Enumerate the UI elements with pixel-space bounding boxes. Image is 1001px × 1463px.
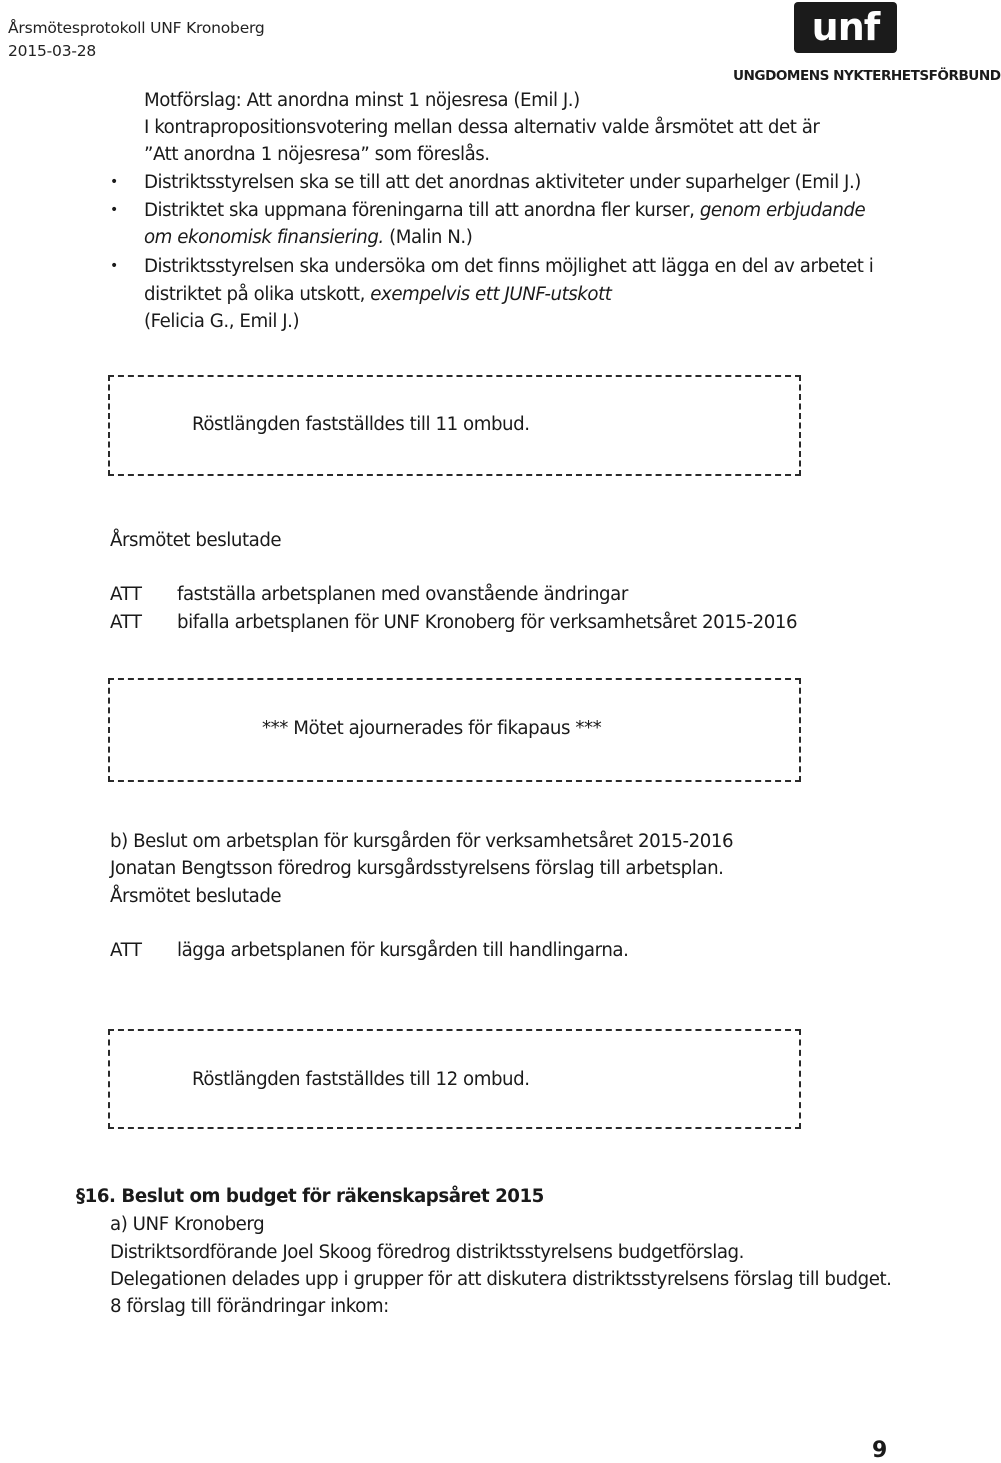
section-16-line-3: Delegationen delades upp i grupper för att diskutera distriktsstyrelsens förslag till budget. bbox=[110, 1269, 892, 1290]
bullet-2-normal: Distriktet ska uppmana föreningarna till att anordna fler kurser, bbox=[144, 200, 700, 221]
page-number: 9 bbox=[872, 1438, 888, 1463]
votes-box-2-text: Röstlängden fastställdes till 12 ombud. bbox=[192, 1069, 530, 1090]
bullet-2-italic-2: om ekonomisk finansiering. bbox=[144, 227, 384, 248]
bullet-3-normal: distriktet på olika utskott, bbox=[144, 284, 371, 305]
bullet-3-line-1: Distriktsstyrelsen ska undersöka om det finns möjlighet att lägga en del av arbetet i bbox=[144, 256, 874, 277]
att-text: bifalla arbetsplanen för UNF Kronoberg för verksamhetsåret 2015-2016 bbox=[177, 612, 798, 633]
votes-box-2 bbox=[108, 1029, 801, 1129]
bullet-1-text: Distriktsstyrelsen ska se till att det anordnas aktiviteter under suparhelger (Emil J.) bbox=[144, 172, 861, 193]
bullet-2-normal-2: (Malin N.) bbox=[383, 227, 473, 248]
bullet-2-line-1 bbox=[144, 197, 865, 225]
votes-box-1-text: Röstlängden fastställdes till 11 ombud. bbox=[192, 414, 530, 435]
bullet-icon: • bbox=[110, 258, 119, 274]
bullet-3-italic: exempelvis ett JUNF-utskott bbox=[370, 284, 612, 305]
intro-line-3: ”Att anordna 1 nöjesresa” som föreslås. bbox=[144, 144, 490, 165]
document-date: 2015-03-28 bbox=[8, 42, 97, 60]
att-label: ATT bbox=[110, 940, 142, 961]
bullet-3-line-2 bbox=[144, 281, 611, 309]
att-text: fastställa arbetsplanen med ovanstående ändringar bbox=[177, 584, 628, 605]
section-16-line-1: a) UNF Kronoberg bbox=[110, 1214, 265, 1235]
break-box-text: *** Mötet ajournerades för fikapaus *** bbox=[262, 718, 602, 739]
section-b-line-2: Jonatan Bengtsson föredrog kursgårdsstyrelsens förslag till arbetsplan. bbox=[110, 858, 724, 879]
unf-logo bbox=[794, 2, 897, 53]
bullet-icon: • bbox=[110, 174, 119, 190]
intro-line-2: I kontrapropositionsvotering mellan dessa alternativ valde årsmötet att det är bbox=[144, 117, 820, 138]
att-label: ATT bbox=[110, 584, 142, 605]
section-16-title: Beslut om budget för räkenskapsåret 2015 bbox=[121, 1186, 544, 1207]
att-text: lägga arbetsplanen för kursgården till handlingarna. bbox=[177, 940, 629, 961]
votes-box-1 bbox=[108, 375, 801, 476]
unf-logo-mark: unf bbox=[811, 5, 880, 49]
section-b-line-1: b) Beslut om arbetsplan för kursgården för verksamhetsåret 2015-2016 bbox=[110, 831, 734, 852]
section-16-line-2: Distriktsordförande Joel Skoog föredrog distriktsstyrelsens budgetförslag. bbox=[110, 1242, 744, 1263]
bullet-icon: • bbox=[110, 202, 119, 218]
document-title: Årsmötesprotokoll UNF Kronoberg bbox=[8, 19, 265, 37]
intro-line-1: Motförslag: Att anordna minst 1 nöjesresa (Emil J.) bbox=[144, 90, 580, 111]
logo-subtitle: UNGDOMENS NYKTERHETSFÖRBUND bbox=[733, 68, 1001, 84]
bullet-2-line-2 bbox=[144, 224, 472, 252]
bullet-3-line-3: (Felicia G., Emil J.) bbox=[144, 311, 300, 332]
section-b-line-3: Årsmötet beslutade bbox=[110, 886, 282, 907]
bullet-2-italic: genom erbjudande bbox=[699, 200, 866, 221]
section-16-number: §16. bbox=[76, 1186, 116, 1207]
att-label: ATT bbox=[110, 612, 142, 633]
decision-heading: Årsmötet beslutade bbox=[110, 530, 282, 551]
section-16-line-4: 8 förslag till förändringar inkom: bbox=[110, 1296, 389, 1317]
section-16-heading bbox=[76, 1183, 544, 1211]
break-box bbox=[108, 678, 801, 782]
